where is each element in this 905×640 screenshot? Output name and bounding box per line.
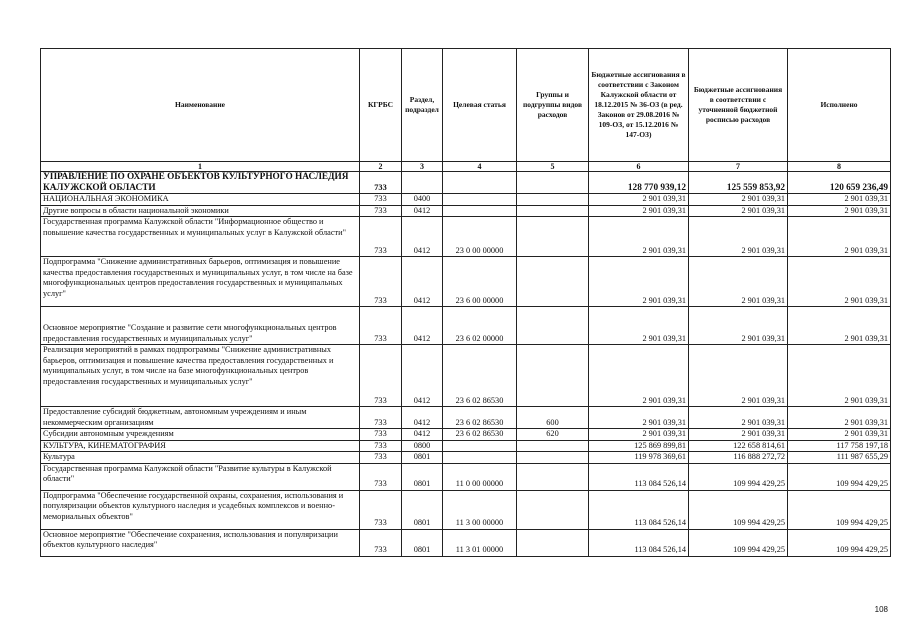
row-kgrbs: 733 [360, 463, 402, 490]
row-law-amount: 113 084 526,14 [589, 463, 689, 490]
row-executed-amount: 2 901 039,31 [788, 257, 891, 307]
row-target [443, 205, 517, 217]
row-law-amount: 125 869 899,81 [589, 440, 689, 452]
row-group: 600 [517, 407, 589, 429]
table-row [41, 345, 891, 407]
header-groups: Группы и подгруппы видов расходов [517, 49, 589, 162]
row-executed-amount: 109 994 429,25 [788, 490, 891, 529]
row-refined-amount: 125 559 853,92 [689, 172, 788, 194]
header-kgrbs: КГРБС [360, 49, 402, 162]
row-refined-amount: 109 994 429,25 [689, 490, 788, 529]
table-row [41, 440, 891, 452]
header-name: Наименование [41, 49, 360, 162]
row-kgrbs: 733 [360, 194, 402, 206]
row-executed-amount: 117 758 197,18 [788, 440, 891, 452]
row-refined-amount: 122 658 814,61 [689, 440, 788, 452]
row-section: 0801 [402, 463, 443, 490]
row-kgrbs: 733 [360, 407, 402, 429]
row-name: Другие вопросы в области национальной экономики [41, 205, 360, 217]
row-section: 0801 [402, 490, 443, 529]
row-executed-amount: 2 901 039,31 [788, 307, 891, 345]
row-kgrbs: 733 [360, 452, 402, 464]
row-name: КУЛЬТУРА, КИНЕМАТОГРАФИЯ [41, 440, 360, 452]
row-executed-amount: 2 901 039,31 [788, 407, 891, 429]
header-executed: Исполнено [788, 49, 891, 162]
header-refined-allocations: Бюджетные ассигнования в соответствии с уточненной бюджетной росписью расходов [689, 49, 788, 162]
row-group [517, 452, 589, 464]
budget-execution-table [40, 48, 891, 557]
row-section: 0412 [402, 407, 443, 429]
row-group [517, 194, 589, 206]
row-executed-amount: 2 901 039,31 [788, 429, 891, 441]
row-kgrbs: 733 [360, 345, 402, 407]
table-row [41, 257, 891, 307]
row-executed-amount: 2 901 039,31 [788, 194, 891, 206]
row-target: 23 6 02 86530 [443, 345, 517, 407]
row-name: Государственная программа Калужской области "Информационное общество и повышение качества государственных и муниципальных услуг в Калужской области" [41, 217, 360, 257]
row-refined-amount: 109 994 429,25 [689, 463, 788, 490]
row-target: 11 3 00 00000 [443, 490, 517, 529]
table-row [41, 217, 891, 257]
row-section: 0800 [402, 440, 443, 452]
row-law-amount: 113 084 526,14 [589, 529, 689, 556]
row-name: Государственная программа Калужской области "Развитие культуры в Калужской области" [41, 463, 360, 490]
table-row [41, 529, 891, 556]
row-name: Основное мероприятие "Создание и развитие сети многофункциональных центров предоставления государственных и муниципальных услуг" [41, 307, 360, 345]
row-target [443, 440, 517, 452]
column-number: 3 [402, 162, 443, 172]
table-row [41, 429, 891, 441]
table-row [41, 490, 891, 529]
row-name: НАЦИОНАЛЬНАЯ ЭКОНОМИКА [41, 194, 360, 206]
row-refined-amount: 116 888 272,72 [689, 452, 788, 464]
column-number-row [41, 162, 891, 172]
row-group [517, 490, 589, 529]
page-number: 108 [874, 605, 888, 614]
table-row [41, 172, 891, 194]
row-target: 23 6 02 00000 [443, 307, 517, 345]
row-group: 620 [517, 429, 589, 441]
header-section: Раздел, подраздел [402, 49, 443, 162]
table-row [41, 307, 891, 345]
row-target: 23 6 02 86530 [443, 407, 517, 429]
column-number: 8 [788, 162, 891, 172]
row-name: Субсидии автономным учреждениям [41, 429, 360, 441]
row-section: 0412 [402, 429, 443, 441]
row-executed-amount: 120 659 236,49 [788, 172, 891, 194]
row-section: 0412 [402, 205, 443, 217]
table-row [41, 205, 891, 217]
header-row [41, 49, 891, 162]
row-kgrbs: 733 [360, 205, 402, 217]
row-section: 0412 [402, 257, 443, 307]
row-name: Реализация мероприятий в рамках подпрограммы "Снижение административных барьеров, оптимизация и повышение качества предоставления государственных и муниципальных услуг, в том числе на базе многофункциональных центров предоставления государственных и муниципальных услуг" [41, 345, 360, 407]
row-law-amount: 2 901 039,31 [589, 194, 689, 206]
row-law-amount: 2 901 039,31 [589, 345, 689, 407]
row-name: Подпрограмма "Обеспечение государственной охраны, сохранения, использования и популяризации объектов культурного наследия и усадебных комплексов и военно-мемориальных объектов" [41, 490, 360, 529]
row-refined-amount: 2 901 039,31 [689, 194, 788, 206]
row-law-amount: 119 978 369,61 [589, 452, 689, 464]
row-executed-amount: 109 994 429,25 [788, 463, 891, 490]
row-section: 0412 [402, 217, 443, 257]
row-group [517, 345, 589, 407]
row-group [517, 307, 589, 345]
row-law-amount: 2 901 039,31 [589, 429, 689, 441]
column-number: 1 [41, 162, 360, 172]
row-name: УПРАВЛЕНИЕ ПО ОХРАНЕ ОБЪЕКТОВ КУЛЬТУРНОГО НАСЛЕДИЯ КАЛУЖСКОЙ ОБЛАСТИ [41, 172, 360, 194]
row-name: Культура [41, 452, 360, 464]
row-group [517, 529, 589, 556]
row-executed-amount: 111 987 655,29 [788, 452, 891, 464]
row-section: 0400 [402, 194, 443, 206]
row-law-amount: 2 901 039,31 [589, 257, 689, 307]
row-law-amount: 2 901 039,31 [589, 307, 689, 345]
row-name: Предоставление субсидий бюджетным, автономным учреждениям и иным некоммерческим организациям [41, 407, 360, 429]
row-group [517, 257, 589, 307]
row-target: 23 6 02 86530 [443, 429, 517, 441]
row-target: 11 3 01 00000 [443, 529, 517, 556]
row-kgrbs: 733 [360, 172, 402, 194]
row-target: 23 6 00 00000 [443, 257, 517, 307]
header-target: Целевая статья [443, 49, 517, 162]
row-section: 0412 [402, 307, 443, 345]
row-section: 0412 [402, 345, 443, 407]
table-row [41, 452, 891, 464]
row-name: Подпрограмма "Снижение административных барьеров, оптимизация и повышение качества предоставления государственных и муниципальных услуг, в том числе на базе многофункциональных центров предоставления государственных и муниципальных услуг" [41, 257, 360, 307]
row-target: 23 0 00 00000 [443, 217, 517, 257]
row-refined-amount: 109 994 429,25 [689, 529, 788, 556]
row-group [517, 440, 589, 452]
row-kgrbs: 733 [360, 257, 402, 307]
header-law-allocations: Бюджетные ассигнования в соответствии с Законом Калужской области от 18.12.2015 № 36-ОЗ (в ред. Законов от 29.08.2016 № 109-ОЗ, от 15.12.2016 № 147-ОЗ) [589, 49, 689, 162]
row-target [443, 194, 517, 206]
row-law-amount: 113 084 526,14 [589, 490, 689, 529]
row-kgrbs: 733 [360, 440, 402, 452]
row-target [443, 172, 517, 194]
row-kgrbs: 733 [360, 307, 402, 345]
row-law-amount: 2 901 039,31 [589, 205, 689, 217]
row-target [443, 452, 517, 464]
row-executed-amount: 2 901 039,31 [788, 205, 891, 217]
row-refined-amount: 2 901 039,31 [689, 217, 788, 257]
row-group [517, 172, 589, 194]
column-number: 7 [689, 162, 788, 172]
row-law-amount: 128 770 939,12 [589, 172, 689, 194]
row-kgrbs: 733 [360, 490, 402, 529]
row-group [517, 463, 589, 490]
row-refined-amount: 2 901 039,31 [689, 205, 788, 217]
column-number: 2 [360, 162, 402, 172]
row-group [517, 217, 589, 257]
row-refined-amount: 2 901 039,31 [689, 407, 788, 429]
row-group [517, 205, 589, 217]
row-refined-amount: 2 901 039,31 [689, 307, 788, 345]
row-kgrbs: 733 [360, 529, 402, 556]
row-law-amount: 2 901 039,31 [589, 407, 689, 429]
table-row [41, 407, 891, 429]
row-target: 11 0 00 00000 [443, 463, 517, 490]
row-executed-amount: 2 901 039,31 [788, 345, 891, 407]
table-row [41, 194, 891, 206]
column-number: 4 [443, 162, 517, 172]
column-number: 6 [589, 162, 689, 172]
row-refined-amount: 2 901 039,31 [689, 429, 788, 441]
row-kgrbs: 733 [360, 429, 402, 441]
row-executed-amount: 109 994 429,25 [788, 529, 891, 556]
row-section: 0801 [402, 452, 443, 464]
column-number: 5 [517, 162, 589, 172]
row-name: Основное мероприятие "Обеспечение сохранения, использования и популяризации объектов культурного наследия" [41, 529, 360, 556]
row-refined-amount: 2 901 039,31 [689, 257, 788, 307]
row-section [402, 172, 443, 194]
row-law-amount: 2 901 039,31 [589, 217, 689, 257]
row-refined-amount: 2 901 039,31 [689, 345, 788, 407]
row-executed-amount: 2 901 039,31 [788, 217, 891, 257]
row-section: 0801 [402, 529, 443, 556]
table-row [41, 463, 891, 490]
row-kgrbs: 733 [360, 217, 402, 257]
